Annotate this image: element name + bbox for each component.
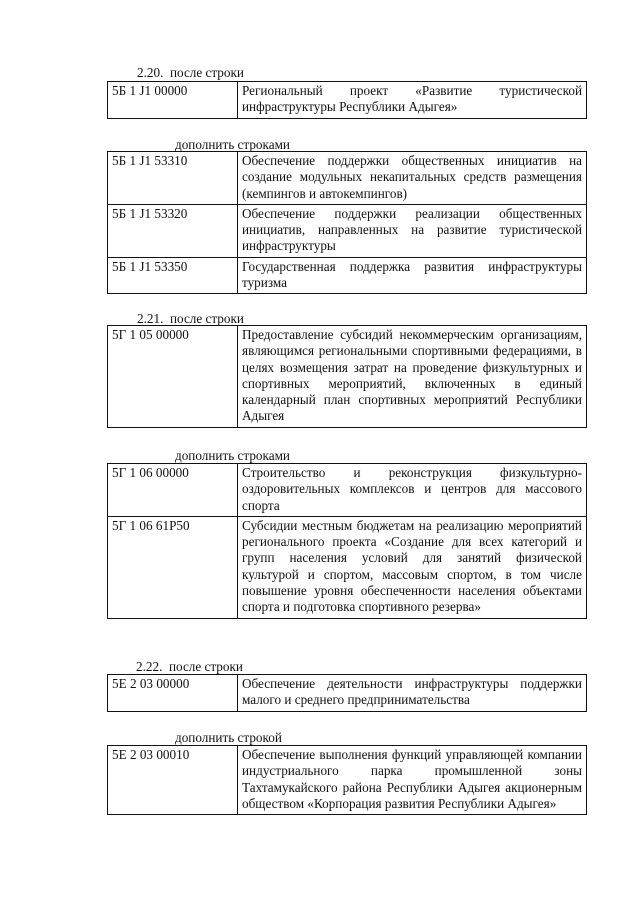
after-row-label: после строки [169, 311, 244, 326]
section-2-21-add-label: дополнить строками [175, 448, 290, 463]
row-text: Обеспечение деятельности инфраструктуры поддержки малого и среднего предпринимательства [238, 675, 587, 712]
row-text: Региональный проект «Развитие туристической инфраструктуры Республики Адыгея» [238, 82, 587, 119]
table-row [108, 464, 587, 517]
row-text: Обеспечение поддержки общественных инициатив на создание модульных некапитальных средств размещения (кемпингов и автокемпингов) [238, 152, 587, 205]
section-2-20-heading [137, 65, 244, 81]
row-code: 5Б 1 J1 53350 [108, 257, 238, 294]
row-code: 5Е 2 03 00010 [108, 746, 238, 815]
row-text: Обеспечение выполнения функций управляющей компании индустриального парка промышленной зоны Тахтамукайского района Республики Адыгея акционерным обществом «Корпорация развития Республики Адыгея» [238, 746, 587, 815]
row-text: Субсидии местным бюджетам на реализацию мероприятий регионального проекта «Создание для всех категорий и групп населения условий для занятий физической культурой и спортом, массовым спортом, в том числе повышение уровня обеспеченности населения объектами спорта и подготовка спортивного резерва» [238, 516, 587, 618]
row-text: Строительство и реконструкция физкультурно-оздоровительных комплексов и центров для массового спорта [238, 464, 587, 517]
row-text: Обеспечение поддержки реализации общественных инициатив, направленных на развитие туристической инфраструктуры [238, 204, 587, 257]
row-code: 5Е 2 03 00000 [108, 675, 238, 712]
row-code: 5Г 1 06 00000 [108, 464, 238, 517]
row-code: 5Б 1 J1 00000 [108, 82, 238, 119]
section-2-20-add-label: дополнить строками [175, 137, 290, 152]
row-code: 5Г 1 06 61Р50 [108, 516, 238, 618]
section-number: 2.22. [136, 659, 163, 674]
row-text: Государственная поддержка развития инфраструктуры туризма [238, 257, 587, 294]
row-text: Предоставление субсидий некоммерческим организациям, являющимся региональными спортивными федерациями, в целях возмещения затрат на проведение физкультурных и спортивных мероприятий, включенных в единый календарный план спортивных мероприятий Республики Адыгея [238, 326, 587, 428]
row-code: 5Б 1 J1 53320 [108, 204, 238, 257]
section-2-22-add-label: дополнить строкой [175, 730, 282, 745]
section-2-22-heading [136, 659, 243, 675]
row-code: 5Б 1 J1 53310 [108, 152, 238, 205]
table-row [108, 516, 587, 618]
after-row-label: после строки [169, 65, 244, 80]
section-number: 2.20. [137, 65, 164, 80]
table-row [108, 204, 587, 257]
section-2-21-add-table [107, 463, 587, 619]
table-row [108, 675, 587, 712]
table-row [108, 746, 587, 815]
after-row-label: после строки [168, 659, 243, 674]
table-row [108, 152, 587, 205]
section-number: 2.21. [137, 311, 164, 326]
table-row [108, 257, 587, 294]
section-2-22-add-table [107, 745, 587, 815]
table-row [108, 82, 587, 119]
section-2-21-after-table [107, 325, 587, 428]
table-row [108, 326, 587, 428]
section-2-22-after-table [107, 674, 587, 712]
section-2-20-add-table [107, 151, 587, 294]
row-code: 5Г 1 05 00000 [108, 326, 238, 428]
section-2-20-after-table [107, 81, 587, 119]
